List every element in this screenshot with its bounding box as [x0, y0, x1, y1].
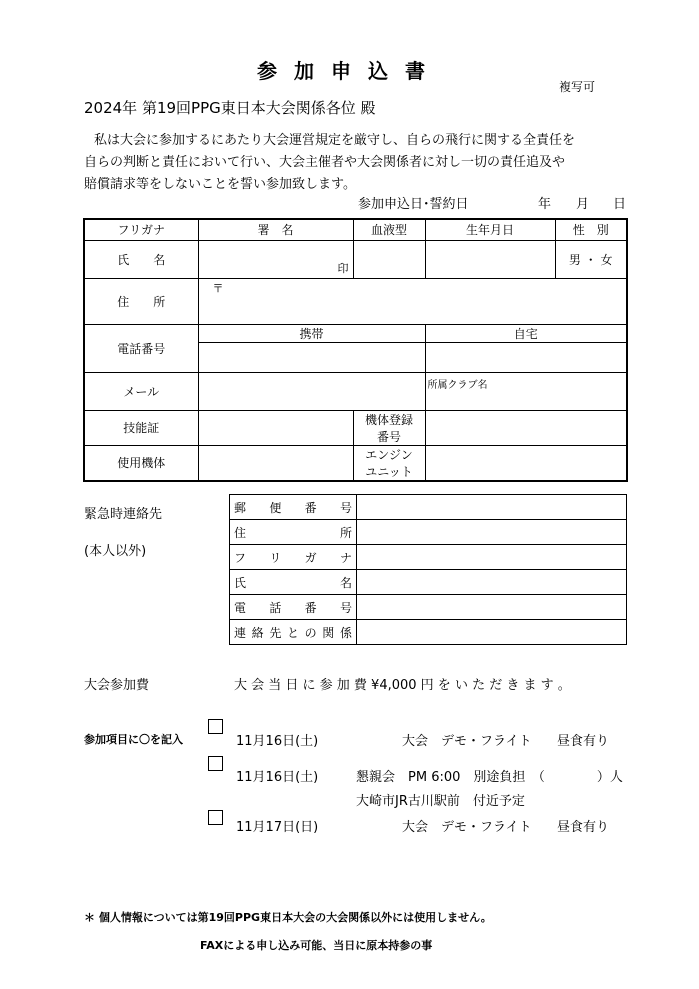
emergency-row-label: 電 話 番 号	[230, 595, 357, 620]
day-label: 日	[613, 197, 627, 212]
blood-type-field[interactable]	[353, 240, 425, 278]
license-label: 技能証	[84, 410, 198, 445]
emergency-row-label: フ リ ガ ナ	[230, 545, 357, 570]
item-1-event: 大会 デモ・フライト	[402, 734, 532, 749]
gender-choice[interactable]: 男 ・ 女	[555, 240, 627, 278]
seal-mark: 印	[337, 261, 349, 275]
postal-mark: 〒	[212, 281, 224, 295]
fee-label: 大会参加費	[84, 678, 150, 693]
item-2-place: 大崎市JR古川駅前 付近予定	[356, 794, 525, 809]
pledge-line: 自らの判断と責任において行い、大会主催者や大会関係者に対し一切の責任追及や	[84, 155, 566, 170]
fee-text: 大 会 当 日 に 参 加 費 ¥4,000 円 を い た だ き ま す 。	[234, 678, 571, 693]
club-label: 所属クラブ名	[427, 379, 488, 391]
mobile-header: 携帯	[198, 324, 425, 342]
registration-field[interactable]	[425, 410, 627, 445]
mobile-field[interactable]	[198, 342, 425, 372]
item-2-event: 懇親会 PM 6:00 別途負担 （ ）人	[356, 770, 623, 785]
name-field[interactable]	[198, 240, 353, 278]
address-label: 住 所	[84, 278, 198, 324]
emergency-table	[229, 494, 627, 645]
aircraft-label: 使用機体	[84, 445, 198, 481]
emergency-label: 緊急時連絡先	[84, 507, 163, 522]
date-label: 参加申込日･誓約日	[358, 197, 469, 212]
copy-allowed-note: 複写可	[559, 80, 596, 94]
item-2-checkbox[interactable]	[208, 756, 223, 771]
emergency-row-field[interactable]	[357, 520, 627, 545]
home-phone-field[interactable]	[425, 342, 627, 372]
privacy-note: ＊ 個人情報については第19回PPG東日本大会の大会関係以外には使用しません。	[84, 911, 492, 924]
license-field[interactable]	[198, 410, 353, 445]
fax-note: FAXによる申し込み可能、当日に原本持参の事	[200, 939, 433, 952]
home-header: 自宅	[425, 324, 627, 342]
mail-field[interactable]	[198, 372, 425, 410]
pledge-line: 賠償請求等をしないことを誓い参加致します。	[84, 177, 356, 192]
emergency-row-label: 氏 名	[230, 570, 357, 595]
emergency-row-field[interactable]	[357, 495, 627, 520]
emergency-row-label: 連 絡 先 と の 関 係	[230, 620, 357, 645]
form-title: 参加申込書	[257, 59, 442, 83]
item-1-checkbox[interactable]	[208, 719, 223, 734]
items-label: 参加項目に〇を記入	[84, 733, 183, 746]
item-2-date: 11月16日(土)	[236, 770, 319, 785]
engine-label: エンジン ユニット	[353, 445, 425, 481]
item-3-checkbox[interactable]	[208, 810, 223, 825]
emergency-note: (本人以外)	[84, 544, 147, 559]
registration-label: 機体登録 番号	[353, 410, 425, 445]
item-3-lunch: 昼食有り	[557, 820, 610, 835]
club-field[interactable]	[425, 372, 627, 410]
pledge-line: 私は大会に参加するにあたり大会運営規定を厳守し、自らの飛行に関する全責任を	[94, 133, 576, 148]
pledge-text	[84, 130, 604, 196]
item-1-lunch: 昼食有り	[557, 734, 610, 749]
birthdate-header: 生年月日	[425, 219, 555, 240]
emergency-row-field[interactable]	[357, 545, 627, 570]
furigana-header: フリガナ	[84, 219, 198, 240]
emergency-row-label: 住 所	[230, 520, 357, 545]
addressee: 2024年 第19回PPG東日本大会関係各位 殿	[84, 99, 376, 117]
month-label: 月	[576, 197, 590, 212]
emergency-row-field[interactable]	[357, 570, 627, 595]
aircraft-field[interactable]	[198, 445, 353, 481]
phone-label: 電話番号	[84, 324, 198, 372]
emergency-row-field[interactable]	[357, 620, 627, 645]
birthdate-field[interactable]	[425, 240, 555, 278]
address-field[interactable]	[198, 278, 627, 324]
gender-header: 性 別	[555, 219, 627, 240]
applicant-table	[83, 218, 628, 482]
emergency-row-field[interactable]	[357, 595, 627, 620]
item-1-date: 11月16日(土)	[236, 734, 319, 749]
engine-field[interactable]	[425, 445, 627, 481]
emergency-row-label: 郵 便 番 号	[230, 495, 357, 520]
item-3-event: 大会 デモ・フライト	[402, 820, 532, 835]
item-3-date: 11月17日(日)	[236, 820, 319, 835]
blood-type-header: 血液型	[353, 219, 425, 240]
signature-header: 署 名	[198, 219, 353, 240]
year-label: 年	[538, 197, 552, 212]
name-label: 氏 名	[84, 240, 198, 278]
mail-label: メール	[84, 372, 198, 410]
